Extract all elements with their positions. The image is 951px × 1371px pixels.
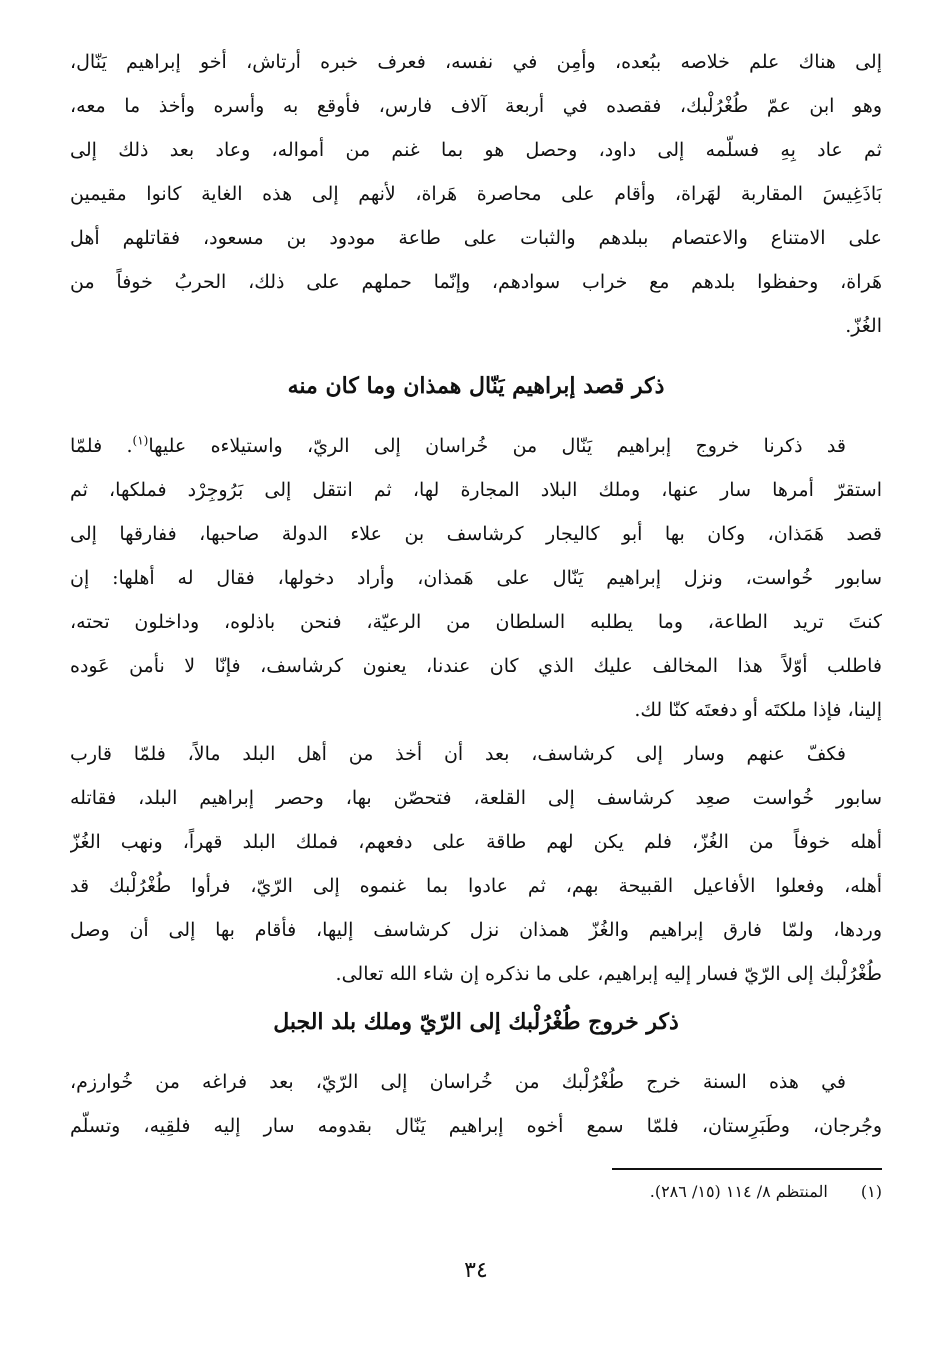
book-page [70,40,882,1340]
paragraph-line: وجُرجان، وطَبَرِستان، فلمّا سمع أخوه إبراهيم يَنّال بقدومه سار إليه فلقِيه، وتسلّم [70,1115,882,1137]
paragraph-line: بَاذَغِيسَ المقاربة لهَراة، وأقام على محاصرة هَراة، لأنهم إلى هذه الغاية كانوا مقيمين [70,183,882,205]
section-heading-ibrahim-hamadan: ذكر قصد إبراهيم يَنّال همذان وما كان منه [287,373,665,399]
paragraph-line: كنتَ تريد الطاعة، وما يطلبه السلطان من الرعيّة، فنحن باذلوه، وداخلون تحته، [70,611,882,633]
paragraph-3 [70,732,882,996]
paragraph-line [70,424,882,468]
paragraph-line: استقرّ أمرها سار عنها، وملك البلاد المجارة لها، ثم انتقل إلى بَرُوجِرْد فملكها، ثم [70,479,882,501]
paragraph-line: الغُزّ. [845,315,882,337]
footnote [650,1180,882,1204]
paragraph-line: قصد هَمَذان، وكان بها أبو كاليجار كرشاسف بن علاء الدولة صاحبها، ففارقها إلى [70,523,882,545]
paragraph-line: وردها، ولمّا فارق إبراهيم والغُزّ همذان نزل كرشاسف إليها، فأقام بها إلى أن وصل [70,919,882,941]
paragraph-1 [70,40,882,348]
paragraph-line: أهله خوفاً من الغُزّ، فلم يكن لهم طاقة على دفعهم، فملك البلد قهراً، ونهب الغُزّ [70,831,882,853]
paragraph-line: فكفّ عنهم وسار إلى كرشاسف، بعد أن أخذ من أهل البلد مالاً، فلمّا قارب [70,743,846,765]
paragraph-2 [70,424,882,732]
section-heading-tughrilbek-rayy: ذكر خروج طُغْرُلْبك إلى الرّيّ وملك بلد الجبل [273,1009,679,1035]
paragraph-line: في هذه السنة خرج طُغْرُلْبك من خُراسان إلى الرّيّ، بعد فراغه من خُوارزم، [70,1071,846,1093]
paragraph-line: إلينا، فإذا ملكتَه أو دفعتَه كنّا لك. [634,699,882,721]
paragraph-line: على الامتناع والاعتصام ببلدهم والثبات على طاعة مودود بن مسعود، فقاتلهم أهل [70,227,882,249]
paragraph-line: وهو ابن عمّ طُغْرُلْبك، فقصده في أربعة آلاف فارس، فأوقع به وأسره وأخذ ما معه، [70,95,882,117]
footnote-number: (١) [860,1182,882,1201]
paragraph-line-text: . فلمّا [70,435,133,457]
footnote-divider [612,1168,882,1170]
paragraph-line: فاطلب أوّلاً هذا المخالف عليك الذي كان عندنا، يعنون كرشاسف، فإنّا لا نأمن عَوده [70,655,882,677]
paragraph-line-text: قد ذكرنا خروج إبراهيم يَنّال من خُراسان إلى الريّ، واستيلاءه عليها [148,435,846,457]
paragraph-line: هَراة، وحفظوا بلدهم مع خراب سوادهم، وإنّما حملهم على ذلك، الحربُ خوفاً من [70,271,882,293]
footnote-reference: (١) [132,433,149,448]
paragraph-4 [70,1060,882,1148]
footnote-text: المنتظم ٨/ ١١٤ (١٥/ ٢٨٦). [649,1182,828,1201]
paragraph-line: طُغْرُلْبك إلى الرّيّ فسار إليه إبراهيم، على ما نذكره إن شاء الله تعالى. [335,963,882,985]
paragraph-line: سابور خُواست صعِد كرشاسف إلى القلعة، فتحصّن بها، وحصر إبراهيم البلد، فقاتله [70,787,882,809]
paragraph-line: سابور خُواست، ونزل إبراهيم يَنّال على هَمذان، وأراد دخولها، فقال له أهلها: إن [70,567,882,589]
paragraph-line: إلى هناك علم خلاصه ببُعده، وأمِن في نفسه، فعرف خبره أرتاش، أخو إبراهيم يَنّال، [70,51,882,73]
page-number: ٣٤ [464,1258,488,1283]
paragraph-line: أهله، وفعلوا الأفاعيل القبيحة بهم، ثم عادوا بما غنموه إلى الرّيّ، فرأوا طُغْرُلْبك قد [70,875,882,897]
paragraph-line: ثم عاد بِهِ فسلّمه إلى داود، وحصل هو بما غنم من أمواله، وعاد بعد ذلك إلى [70,139,882,161]
